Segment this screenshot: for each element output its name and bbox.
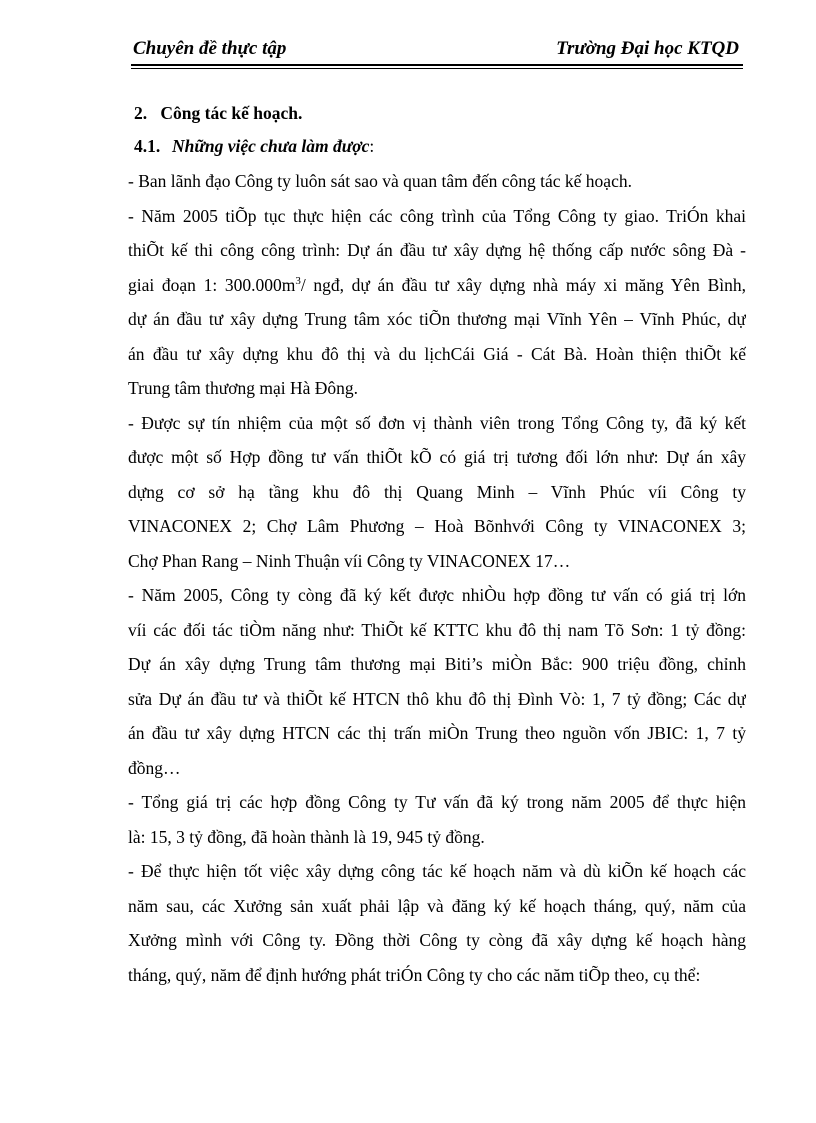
- paragraph-line: - Năm 2005 tiÕp tục thực hiện các công trình của Tổng Công ty giao. TriÓn khai: [128, 205, 746, 226]
- section-number: 2.: [134, 103, 148, 123]
- header-right-title: Trường Đại học KTQD: [556, 38, 739, 59]
- subsection-colon: :: [369, 136, 375, 156]
- paragraph-line: - Năm 2005, Công ty còng đã ký kết được nhiÒu hợp đồng tư vấn có giá trị lớn: [128, 585, 746, 605]
- section-title: Công tác kế hoạch.: [160, 103, 303, 123]
- paragraph-line: sửa Dự án đầu tư và thiÕt kế HTCN thô khu đô thị Đình Vò: 1, 7 tỷ đồng; Các dự: [128, 688, 746, 709]
- paragraph-line: Trung tâm thương mại Hà Đông.: [128, 378, 359, 398]
- paragraph: [128, 785, 746, 854]
- paragraph-line: án đầu tư xây dựng khu đô thị và du lịchCái Giá - Cát Bà. Hoàn thiện thiÕt kế: [128, 343, 746, 364]
- paragraph-line: Chợ Phan Rang – Ninh Thuận víi Công ty VINACONEX 17…: [128, 550, 571, 571]
- paragraph-line: được một số Hợp đồng tư vấn thiÕt kÕ có giá trị tương đối lớn như: Dự án xây: [128, 447, 746, 467]
- document-body: [128, 98, 746, 992]
- paragraph-line: là: 15, 3 tỷ đồng, đã hoàn thành là 19, 945 tỷ đồng.: [128, 826, 485, 847]
- paragraph-list: [128, 164, 746, 992]
- paragraph-line: - Tổng giá trị các hợp đồng Công ty Tư vấn đã ký trong năm 2005 để thực hiện: [128, 792, 746, 812]
- paragraph-line: VINACONEX 2; Chợ Lâm Phương – Hoà Bõnhvới Công ty VINACONEX 3;: [128, 516, 746, 536]
- paragraph-line: dựng cơ sở hạ tầng khu đô thị Quang Minh – Vĩnh Phúc víi Công ty: [128, 481, 746, 502]
- paragraph-line: năm sau, các Xưởng sản xuất phải lập và đăng ký kế hoạch tháng, quý, năm của: [128, 895, 746, 916]
- paragraph: [128, 854, 746, 992]
- paragraph-line: - Được sự tín nhiệm của một số đơn vị thành viên trong Tổng Công ty, đã ký kết: [128, 412, 746, 433]
- paragraph-line: đồng…: [128, 757, 181, 778]
- subsection-number: 4.1.: [134, 136, 161, 156]
- paragraph-line: giai đoạn 1: $300.000m^3/$ ngđ, dự án đầu tư xây dựng nhà máy xi măng Yên Bình,: [128, 274, 746, 295]
- header-rule-thick: [131, 64, 743, 66]
- paragraph-line: tháng, quý, năm để định hướng phát triÓn Công ty cho các năm tiÕp theo, cụ thể:: [128, 964, 701, 985]
- page-header: [131, 36, 741, 66]
- paragraph-line: thiÕt kế thi công công trình: Dự án đầu tư xây dựng hệ thống cấp nước sông Đà -: [128, 240, 746, 260]
- paragraph: [128, 406, 746, 579]
- paragraph-line: - Để thực hiện tốt việc xây dựng công tác kế hoạch năm và dù kiÕn kế hoạch các: [128, 861, 746, 881]
- subsection-heading: [128, 128, 746, 164]
- paragraph: [128, 164, 746, 199]
- paragraph-line: víi các đối tác tiÒm năng như: ThiÕt kế KTTC khu đô thị nam Tõ Sơn: 1 tỷ đồng:: [128, 619, 746, 640]
- section-heading: [128, 98, 746, 128]
- paragraph-line: dự án đầu tư xây dựng Trung tâm xóc tiÕn thương mại Vĩnh Yên – Vĩnh Phúc, dự: [128, 309, 746, 329]
- paragraph: [128, 199, 746, 406]
- header-left-title: Chuyên đề thực tập: [133, 38, 287, 59]
- paragraph-line: án đầu tư xây dựng HTCN các thị trấn miÒn Trung theo nguồn vốn JBIC: 1, 7 tỷ: [128, 723, 746, 743]
- paragraph-line: Xưởng mình với Công ty. Đồng thời Công ty còng đã xây dựng kế hoạch hàng: [128, 930, 746, 950]
- paragraph-line: - Ban lãnh đạo Công ty luôn sát sao và quan tâm đến công tác kế hoạch.: [128, 171, 632, 191]
- subsection-title: Những việc chưa làm được: [172, 136, 370, 156]
- paragraph-line: Dự án xây dựng Trung tâm thương mại Biti’s miÒn Bắc: 900 triệu đồng, chỉnh: [128, 654, 746, 674]
- header-rule-thin: [131, 68, 743, 69]
- paragraph: [128, 578, 746, 785]
